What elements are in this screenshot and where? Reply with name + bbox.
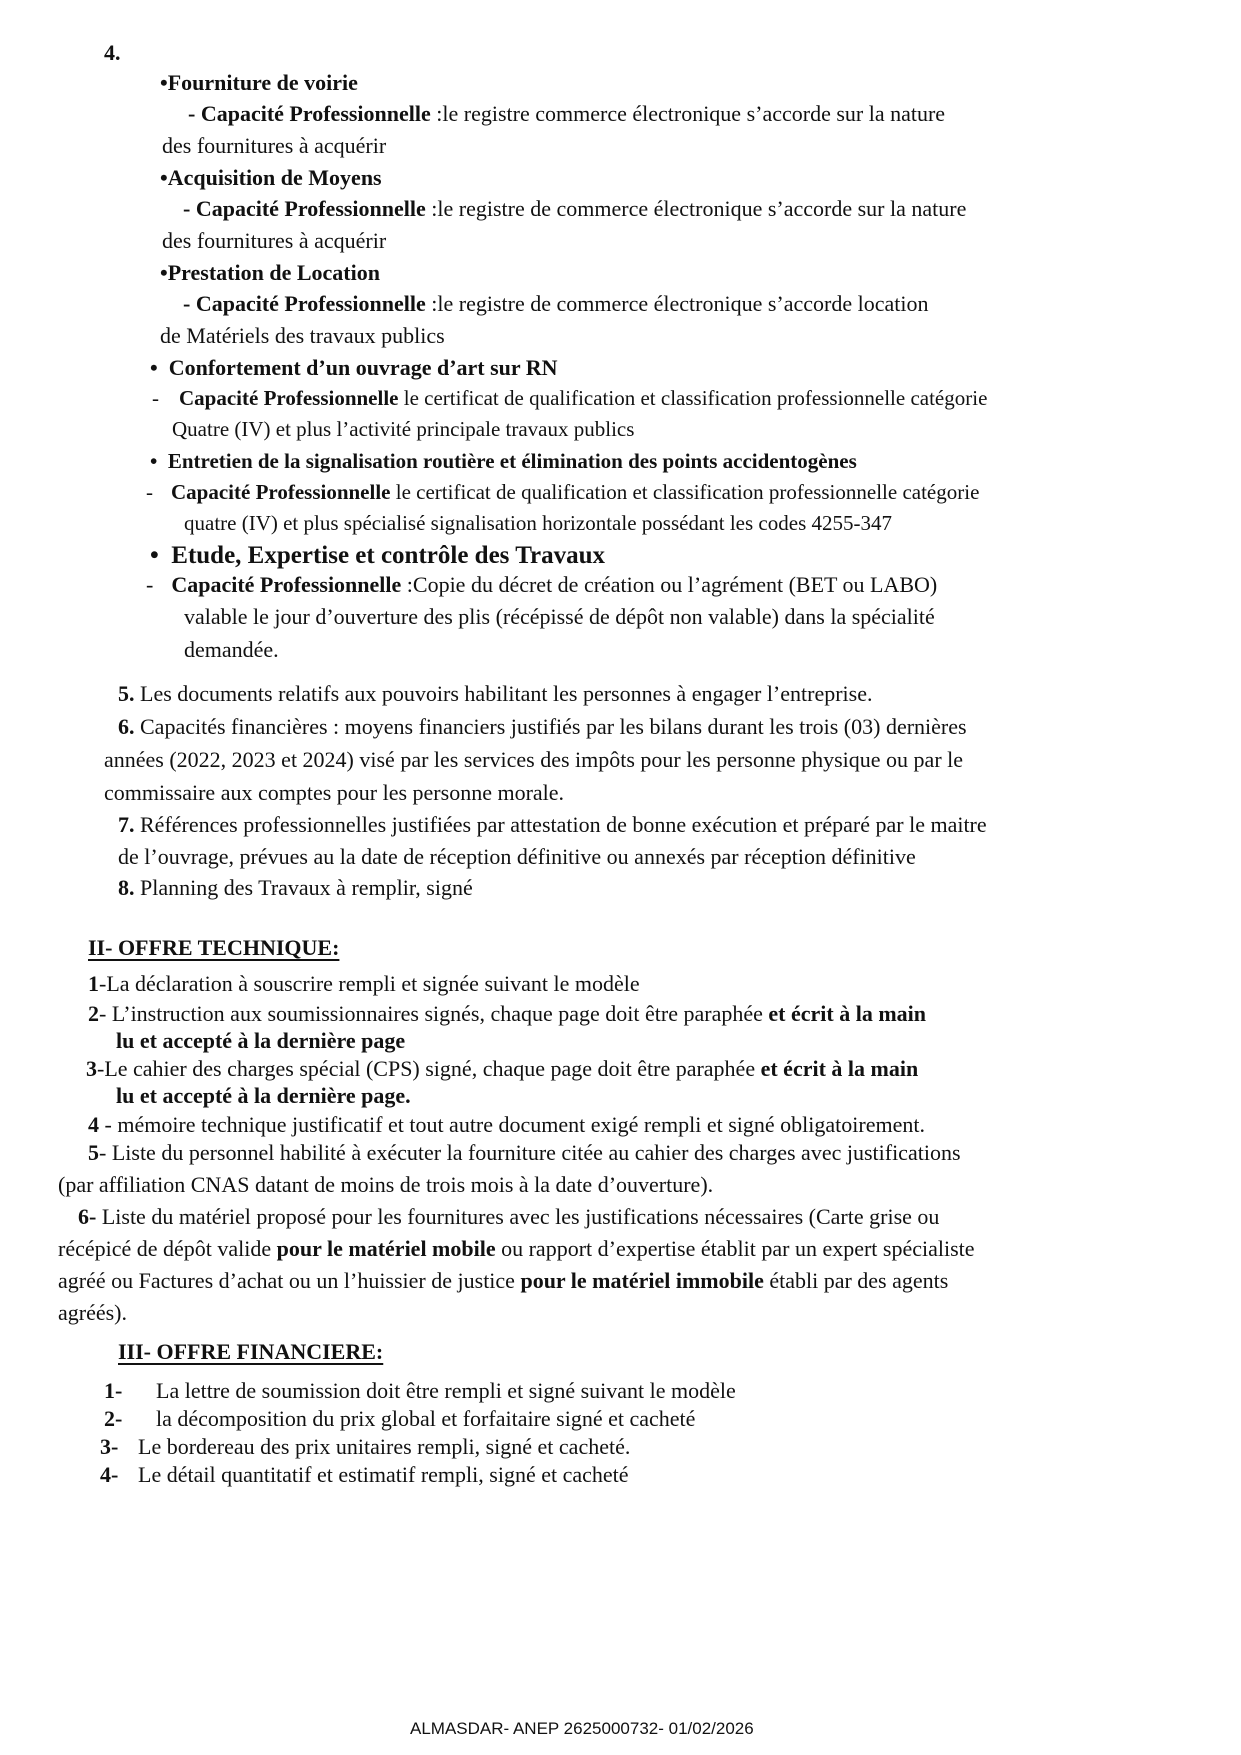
item-title-text: Prestation de Location — [167, 260, 380, 285]
tech-item-3 — [86, 1058, 918, 1080]
bullet-icon: • — [150, 542, 172, 569]
capacity-line-cont: demandée. — [184, 637, 279, 662]
item-title-text: Confortement d’un ouvrage d’art sur RN — [168, 355, 558, 380]
bullet-icon: • — [150, 355, 169, 380]
dash: - — [146, 572, 154, 597]
capacity-line-cont: Quatre (IV) et plus l’activité principale travaux publics — [172, 417, 635, 441]
capacity-line — [183, 293, 928, 315]
tech-item-5-cont: (par affiliation CNAS datant de moins de trois mois à la date d’ouverture). — [58, 1172, 714, 1197]
bullet-icon: • — [150, 449, 168, 473]
capacity-text: :le registre commerce électronique s’accorde sur la nature — [430, 101, 946, 126]
capacity-label: Capacité Professionnelle — [179, 386, 399, 410]
tech-item-6-cont — [58, 1238, 975, 1260]
capacity-text: :le registre de commerce électronique s’accorde sur la nature — [425, 196, 967, 221]
item-text: Les documents relatifs aux pouvoirs habilitant les personnes à engager l’entreprise. — [140, 681, 873, 706]
tech-item-6-cont — [58, 1270, 948, 1292]
item-text: Liste du matériel proposé pour les fournitures avec les justifications nécessaires (Carte grise ou — [101, 1204, 940, 1229]
item-bold-text: pour le matériel immobile — [520, 1268, 764, 1293]
capacity-label: Capacité Professionnelle — [171, 572, 402, 597]
tech-item-6-cont: agréés). — [58, 1300, 128, 1325]
item-text: Capacités financières : moyens financiers justifiés par les bilans durant les trois (03) dernières — [140, 714, 967, 739]
capacity-line — [146, 482, 979, 503]
item-text: établi par des agents — [763, 1268, 949, 1293]
item-text: ou rapport d’expertise établit par un expert spécialiste — [495, 1236, 975, 1261]
item-title-text: Entretien de la signalisation routière et élimination des points accidentogènes — [167, 449, 857, 473]
capacity-label: Capacité Professionnelle — [171, 480, 391, 504]
capacity-line-cont: des fournitures à acquérir — [162, 228, 387, 253]
item-text: Planning des Travaux à remplir, signé — [140, 875, 473, 900]
tech-item-5 — [88, 1142, 961, 1164]
list-item-6-cont: années (2022, 2023 et 2024) visé par les services des impôts pour les personne physique ou par le — [104, 747, 964, 772]
section-heading-offre-technique: II- OFFRE TECHNIQUE: — [88, 935, 340, 960]
capacity-line — [183, 198, 966, 220]
item-number: 1- — [104, 1378, 123, 1403]
capacity-line — [188, 103, 945, 125]
list-item-7-cont: de l’ouvrage, prévues au la date de réception définitive ou annexés par réception définitive — [118, 844, 916, 869]
list-item-5 — [118, 683, 873, 705]
capacity-line-cont: quatre (IV) et plus spécialisé signalisation horizontale possédant les codes 4255-347 — [184, 511, 892, 535]
footer-reference: ALMASDAR- ANEP 2625000732- 01/02/2026 — [410, 1719, 754, 1738]
dash: - — [89, 1204, 102, 1229]
tech-item-2-cont: lu et accepté à la dernière page — [116, 1028, 406, 1053]
capacity-line-cont: des fournitures à acquérir — [162, 133, 387, 158]
item-text: - Liste du personnel habilité à exécuter la fourniture citée au cahier des charges avec justifications — [99, 1140, 961, 1165]
item-title-text: Acquisition de Moyens — [167, 165, 382, 190]
tech-item-3-cont: lu et accepté à la dernière page. — [116, 1083, 411, 1108]
list-item-8 — [118, 877, 473, 899]
item-text: - mémoire technique justificatif et tout autre document exigé rempli et signé obligatoirement. — [99, 1112, 925, 1137]
item-bold-text: et écrit à la main — [760, 1056, 919, 1081]
item-text: -Le cahier des charges spécial (CPS) signé, chaque page doit être paraphée — [97, 1056, 761, 1081]
fin-item-2 — [104, 1408, 695, 1430]
item-bold-text: pour le matériel mobile — [276, 1236, 496, 1261]
tech-item-6 — [78, 1206, 939, 1228]
item-number: 4 — [88, 1112, 99, 1137]
item-number: 8. — [118, 875, 135, 900]
fin-item-4 — [100, 1464, 629, 1486]
item-text: agréé ou Factures d’achat ou un l’huissier de justice — [58, 1268, 521, 1293]
item-title-confortement — [150, 357, 558, 379]
capacity-text: :le registre de commerce électronique s’accorde location — [425, 291, 929, 316]
item-number: 6. — [118, 714, 135, 739]
item-number: 5 — [88, 1140, 99, 1165]
capacity-line-cont: de Matériels des travaux publics — [160, 323, 445, 348]
fin-item-3 — [100, 1436, 630, 1458]
item-number: 1 — [88, 971, 99, 996]
tech-item-1 — [88, 973, 640, 995]
list-item-6 — [118, 716, 967, 738]
item-title-location — [160, 262, 380, 284]
item-text: récépicé de dépôt valide — [58, 1236, 277, 1261]
capacity-label: - Capacité Professionnelle — [188, 101, 431, 126]
item-number: 2- — [104, 1406, 123, 1431]
item-number: 4- — [100, 1462, 119, 1487]
item-text: la décomposition du prix global et forfaitaire signé et cacheté — [156, 1406, 696, 1431]
item-text: Références professionnelles justifiées par attestation de bonne exécution et préparé par le maitre — [140, 812, 987, 837]
item-title-fourniture — [160, 72, 358, 94]
item-number: 7. — [118, 812, 135, 837]
capacity-line — [146, 574, 1176, 596]
item-text: Le détail quantitatif et estimatif rempli, signé et cacheté — [138, 1462, 629, 1487]
capacity-line-cont: valable le jour d’ouverture des plis (récépissé de dépôt non valable) dans la spécialité — [184, 604, 935, 629]
item-text: La lettre de soumission doit être rempli et signé suivant le modèle — [156, 1378, 736, 1403]
item-number: 3- — [100, 1434, 119, 1459]
item-title-acquisition — [160, 167, 382, 189]
item-number: 5. — [118, 681, 135, 706]
dash: - — [152, 386, 159, 410]
capacity-text: :Copie du décret de création ou l’agrément (BET ou LABO) — [401, 572, 938, 597]
section-heading-offre-financiere: III- OFFRE FINANCIERE: — [118, 1339, 384, 1364]
tech-item-4 — [88, 1114, 925, 1136]
item-title-etude — [150, 543, 605, 568]
list-item-7 — [118, 814, 987, 836]
capacity-label: - Capacité Professionnelle — [183, 291, 426, 316]
fin-item-1 — [104, 1380, 736, 1402]
tech-item-2 — [88, 1003, 926, 1025]
capacity-text: le certificat de qualification et classification professionnelle catégorie — [398, 386, 988, 410]
item-number: 3 — [86, 1056, 97, 1081]
item-number: 2 — [88, 1001, 99, 1026]
item-title-text: Etude, Expertise et contrôle des Travaux — [171, 542, 606, 569]
item-bold-text: et écrit à la main — [768, 1001, 926, 1026]
capacity-text: le certificat de qualification et classification professionnelle catégorie — [390, 480, 980, 504]
item-text: -La déclaration à souscrire rempli et signée suivant le modèle — [99, 971, 640, 996]
item-number: 6 — [78, 1204, 89, 1229]
item-text: Le bordereau des prix unitaires rempli, signé et cacheté. — [138, 1434, 631, 1459]
list-item-6-cont: commissaire aux comptes pour les personne morale. — [104, 780, 565, 805]
capacity-label: - Capacité Professionnelle — [183, 196, 426, 221]
capacity-line — [152, 388, 987, 409]
section-number: 4. — [104, 40, 121, 65]
dash: - — [146, 480, 153, 504]
item-title-entretien — [150, 451, 857, 472]
item-title-text: Fourniture de voirie — [167, 70, 358, 95]
item-text: - L’instruction aux soumissionnaires signés, chaque page doit être paraphée — [99, 1001, 769, 1026]
